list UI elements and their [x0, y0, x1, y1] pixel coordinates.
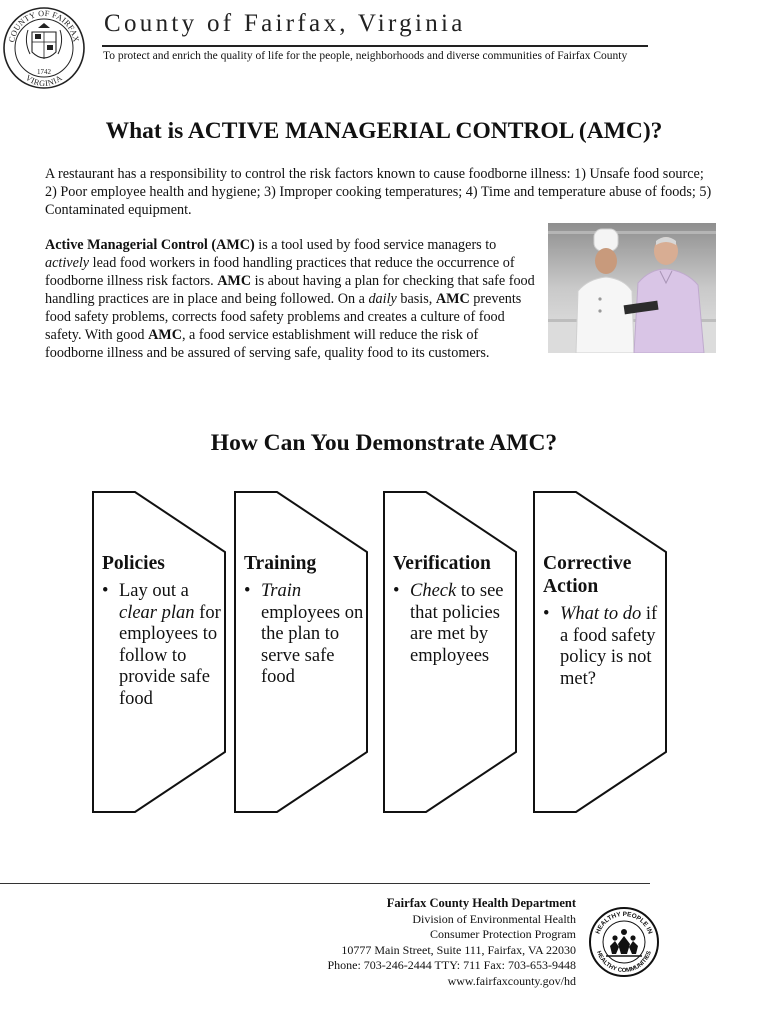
step-bullet: • Train employees on the plan to serve safe food: [244, 581, 366, 689]
section-title: How Can You Demonstrate AMC?: [210, 430, 558, 456]
step-heading: Corrective Action: [543, 553, 632, 597]
amc-paragraph: Active Managerial Control (AMC) is a tool used by food service managers to actively lead food workers in food handling practices that reduce the occurrence of foodborne illness risk factors. AMC is about having a plan for checking that safe food handling practices are in place and being followed. On a daily basis, AMC prevents food safety problems, corrects food safety problems and creates a culture of food safety. With good AMC, a food service establishment will reduce the risk of foodborne illness and be assured of serving safe, quality food to its customers.: [45, 237, 535, 361]
seal-text-bottom: VIRGINIA: [23, 73, 65, 89]
step-policies: [91, 490, 233, 818]
header-divider: [102, 45, 648, 47]
step-bullet: • What to do if a food safety policy is not met?: [543, 604, 665, 690]
footer-website: www.fairfaxcounty.gov/hd: [447, 973, 576, 988]
footer-address: 10777 Main Street, Suite 111, Fairfax, VA 22030: [341, 942, 576, 957]
footer-phone: Phone: 703-246-2444 TTY: 711 Fax: 703-653-9448: [327, 958, 576, 972]
step-heading: Training: [244, 553, 317, 574]
main-title: What is ACTIVE MANAGERIAL CONTROL (AMC)?: [105, 118, 663, 144]
step-training: [233, 490, 375, 818]
footer-program: Consumer Protection Program: [430, 927, 576, 941]
intro-paragraph: A restaurant has a responsibility to control the risk factors known to cause foodborne illness: 1) Unsafe food source; 2) Poor employee health and hygiene; 3) Improper cooking temperatures; 4) Time and temperature abuse of foods; 5) Contaminated equipment.: [45, 166, 712, 218]
step-heading: Verification: [393, 553, 491, 574]
county-title: County of Fairfax, Virginia: [104, 10, 466, 37]
logo-text-top: HEALTHY PEOPLE IN: [594, 910, 654, 935]
footer-division: Division of Environmental Health: [412, 911, 576, 926]
step-corrective-action: [532, 490, 674, 818]
footer-department: Fairfax County Health Department: [386, 896, 576, 910]
step-verification: [382, 490, 524, 818]
footer-divider: [0, 883, 650, 884]
step-bullet: • Check to see that policies are met by employees: [393, 581, 515, 667]
chef-and-manager-photo: [548, 223, 716, 353]
amc-term: Active Managerial Control (AMC): [45, 237, 255, 253]
seal-text-top: COUNTY OF FAIRFAX: [7, 8, 81, 44]
logo-text-bottom: HEALTHY COMMUNITIES: [595, 950, 653, 975]
healthy-people-logo: [588, 906, 660, 978]
footer-contact-block: [327, 896, 576, 989]
step-bullet: • Lay out a clear plan for employees to follow to provide safe food: [102, 581, 224, 710]
county-seal-logo: [2, 2, 86, 94]
seal-year: 1742: [37, 68, 51, 76]
step-heading: Policies: [102, 553, 165, 574]
county-tagline: To protect and enrich the quality of life for the people, neighborhoods and diverse communities of Fairfax County: [103, 50, 628, 62]
